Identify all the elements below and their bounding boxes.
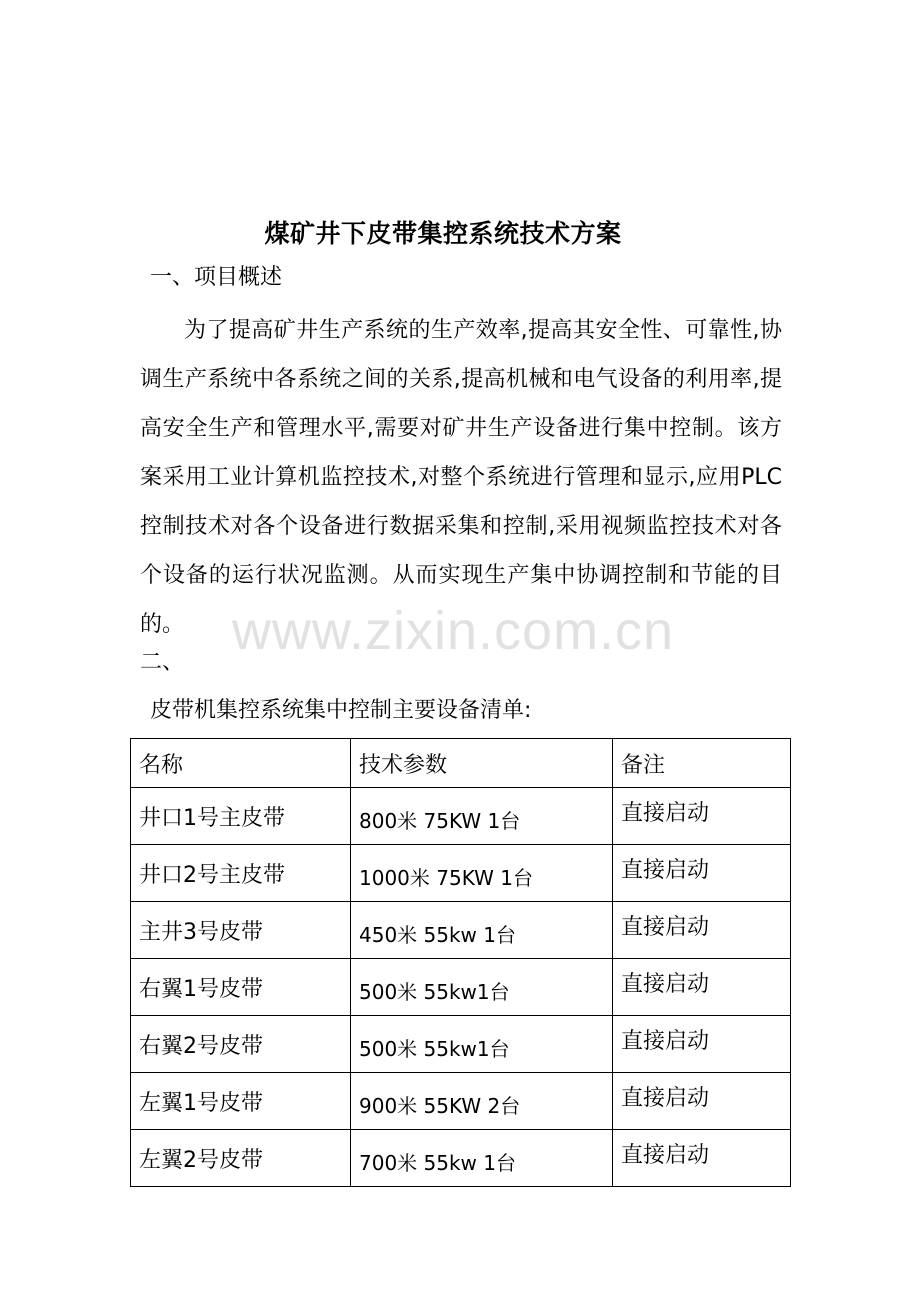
cell-params: 1000米 75KW 1台: [351, 845, 613, 902]
cell-params: 450米 55kw 1台: [351, 902, 613, 959]
watermark: www.zixin.com.cn: [232, 601, 675, 661]
cell-params: 800米 75KW 1台: [351, 788, 613, 845]
table-header-row: [131, 739, 791, 788]
cell-params: 900米 55KW 2台: [351, 1073, 613, 1130]
section-heading-overview: 一、项目概述: [150, 265, 283, 290]
header-name: 名称: [131, 739, 351, 788]
table-row: [131, 902, 791, 959]
cell-name: 左翼1号皮带: [131, 1073, 351, 1130]
table-row: [131, 1073, 791, 1130]
equipment-table: [130, 738, 791, 1187]
cell-remarks: 直接启动: [613, 902, 791, 959]
cell-name: 右翼2号皮带: [131, 1016, 351, 1073]
table-row: [131, 1016, 791, 1073]
cell-params: 500米 55kw1台: [351, 959, 613, 1016]
cell-name: 左翼2号皮带: [131, 1130, 351, 1187]
header-remarks: 备注: [613, 739, 791, 788]
overview-paragraph: 为了提高矿井生产系统的生产效率,提高其安全性、可靠性,协调生产系统中各系统之间的关系,提高机械和电气设备的利用率,提高安全生产和管理水平,需要对矿井生产设备进行集中控制。该方案采用工业计算机监控技术,对整个系统进行管理和显示,应用PLC控制技术对各个设备进行数据采集和控制,采用视频监控技术对各个设备的运行状况监测。从而实现生产集中协调控制和节能的目的。: [140, 318, 782, 637]
table-row: [131, 1130, 791, 1187]
cell-remarks: 直接启动: [613, 1130, 791, 1187]
cell-name: 井口2号主皮带: [131, 845, 351, 902]
cell-remarks: 直接启动: [613, 788, 791, 845]
cell-params: 500米 55kw1台: [351, 1016, 613, 1073]
table-row: [131, 959, 791, 1016]
header-params: 技术参数: [351, 739, 613, 788]
cell-remarks: 直接启动: [613, 1073, 791, 1130]
cell-name: 右翼1号皮带: [131, 959, 351, 1016]
cell-params: 700米 55kw 1台: [351, 1130, 613, 1187]
cell-remarks: 直接启动: [613, 1016, 791, 1073]
table-row: [131, 845, 791, 902]
cell-remarks: 直接启动: [613, 845, 791, 902]
table-caption: 皮带机集控系统集中控制主要设备清单:: [150, 698, 532, 723]
document-title: 煤矿井下皮带集控系统技术方案: [264, 219, 622, 248]
cell-remarks: 直接启动: [613, 959, 791, 1016]
cell-name: 井口1号主皮带: [131, 788, 351, 845]
table-row: [131, 788, 791, 845]
section-heading-two: 二、: [140, 650, 185, 675]
cell-name: 主井3号皮带: [131, 902, 351, 959]
